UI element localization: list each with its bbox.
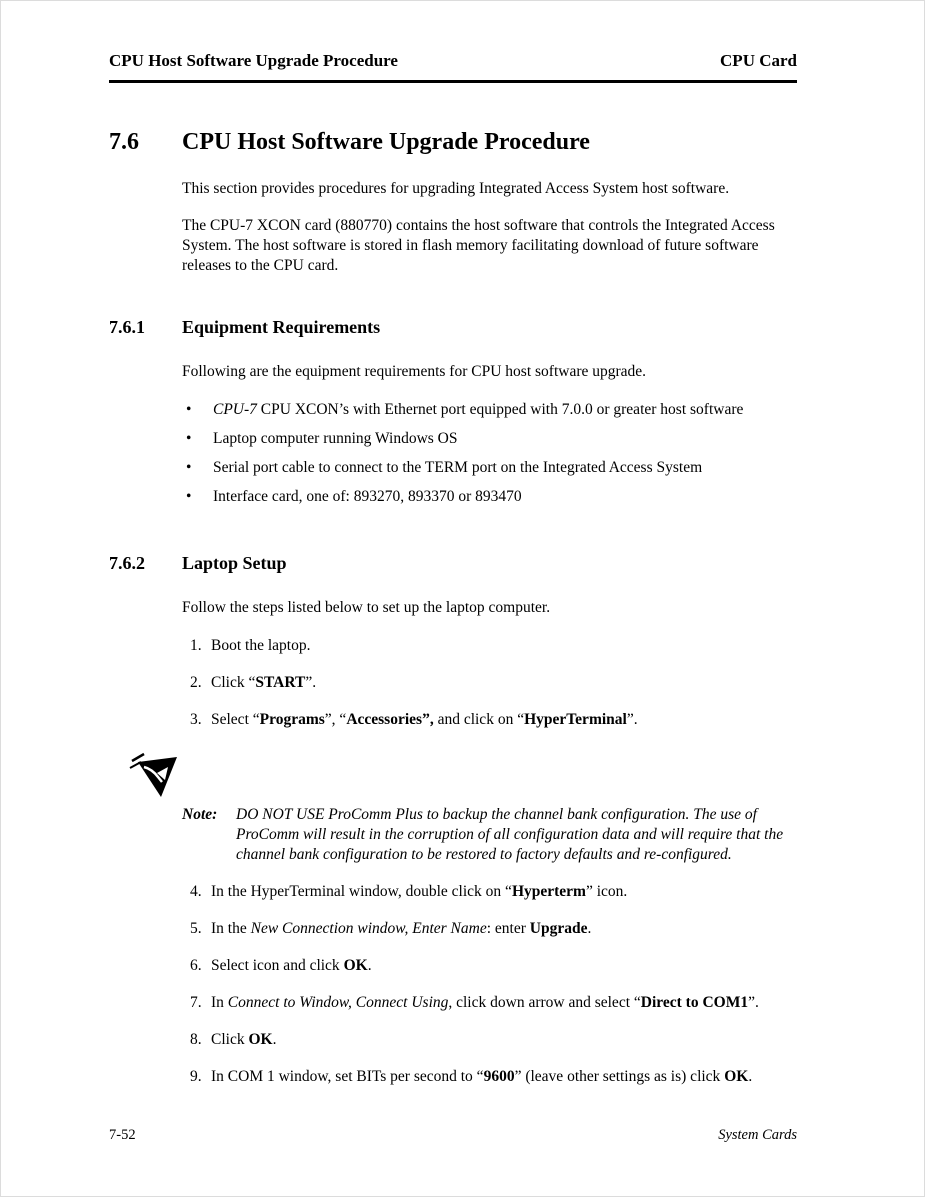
bullet-text: Serial port cable to connect to the TERM port on the Integrated Access System — [213, 459, 703, 476]
step-text: Select “Programs”, “Accessories”, and click on “HyperTerminal”. — [211, 711, 638, 728]
bullet-item — [182, 429, 797, 449]
header-rule — [109, 80, 797, 83]
step-item — [182, 1030, 797, 1050]
step-item — [182, 673, 797, 693]
step-number: 4. — [190, 883, 202, 900]
bullet-text: Interface card, one of: 893270, 893370 or 893470 — [213, 488, 522, 505]
step-item — [182, 710, 797, 730]
step-text: In Connect to Window, Connect Using, click down arrow and select “Direct to COM1”. — [211, 994, 759, 1011]
section-number: 7.6 — [109, 129, 139, 155]
step-text: Click “START”. — [211, 674, 317, 691]
step-text: Click OK. — [211, 1031, 277, 1048]
subsection-title: Equipment Requirements — [182, 317, 381, 337]
subsection-title: Laptop Setup — [182, 553, 287, 573]
note-label: Note: — [182, 806, 218, 823]
note-text: DO NOT USE ProComm Plus to backup the channel bank configuration. The use of ProComm will result in the corruption of all configuration data and will require that the channel bank configuration to be restored to factory defaults and re-configured. — [236, 806, 784, 863]
bullet-text: CPU-7 CPU XCON’s with Ethernet port equipped with 7.0.0 or greater host software — [213, 401, 744, 418]
bullet-icon: • — [186, 401, 192, 418]
section-heading-7-6 — [109, 127, 797, 157]
step-number: 6. — [190, 957, 202, 974]
page-header — [109, 51, 797, 71]
step-list-1-3 — [182, 636, 797, 747]
step-item — [182, 956, 797, 976]
step-number: 7. — [190, 994, 202, 1011]
note-icon-container — [129, 751, 797, 799]
subsection-number: 7.6.1 — [109, 317, 145, 337]
note-block — [182, 805, 797, 865]
bullet-text: Laptop computer running Windows OS — [213, 430, 458, 447]
step-text: In the New Connection window, Enter Name: enter Upgrade. — [211, 920, 592, 937]
step-number: 9. — [190, 1068, 202, 1085]
equipment-bullet-list — [182, 400, 797, 516]
step-text: In the HyperTerminal window, double click on “Hyperterm” icon. — [211, 883, 628, 900]
bullet-item — [182, 400, 797, 420]
step-number: 8. — [190, 1031, 202, 1048]
header-left-title: CPU Host Software Upgrade Procedure — [109, 51, 398, 70]
step-list-4-9 — [182, 882, 797, 1104]
paragraph-equipment-intro: Following are the equipment requirements for CPU host software upgrade. — [182, 363, 647, 380]
step-item — [182, 993, 797, 1013]
step-number: 2. — [190, 674, 202, 691]
paragraph-laptop-intro: Follow the steps listed below to set up the laptop computer. — [182, 599, 551, 616]
step-item — [182, 882, 797, 902]
step-number: 3. — [190, 711, 202, 728]
paragraph-intro-1: This section provides procedures for upgrading Integrated Access System host software. — [182, 180, 730, 197]
paragraph-intro-2: The CPU-7 XCON card (880770) contains the host software that controls the Integrated Access System. The host software is stored in flash memory facilitating download of future software releases to the CPU card. — [182, 217, 775, 274]
subsection-heading-7-6-2 — [109, 552, 797, 574]
step-text: In COM 1 window, set BITs per second to “9600” (leave other settings as is) click OK. — [211, 1068, 753, 1085]
subsection-heading-7-6-1 — [109, 316, 797, 338]
bullet-icon: • — [186, 459, 192, 476]
footer-page-number: 7-52 — [109, 1127, 136, 1143]
writing-hand-icon — [129, 751, 179, 798]
bullet-item — [182, 458, 797, 478]
bullet-item — [182, 487, 797, 507]
section-title: CPU Host Software Upgrade Procedure — [182, 129, 590, 155]
step-number: 5. — [190, 920, 202, 937]
step-text: Select icon and click OK. — [211, 957, 372, 974]
page-footer — [109, 1126, 797, 1144]
subsection-number: 7.6.2 — [109, 553, 145, 573]
step-number: 1. — [190, 637, 202, 654]
bullet-icon: • — [186, 488, 192, 505]
step-item — [182, 636, 797, 656]
step-item — [182, 919, 797, 939]
step-item — [182, 1067, 797, 1087]
header-right-title: CPU Card — [720, 51, 797, 70]
step-text: Boot the laptop. — [211, 637, 311, 654]
footer-book-title: System Cards — [718, 1127, 797, 1143]
bullet-icon: • — [186, 430, 192, 447]
